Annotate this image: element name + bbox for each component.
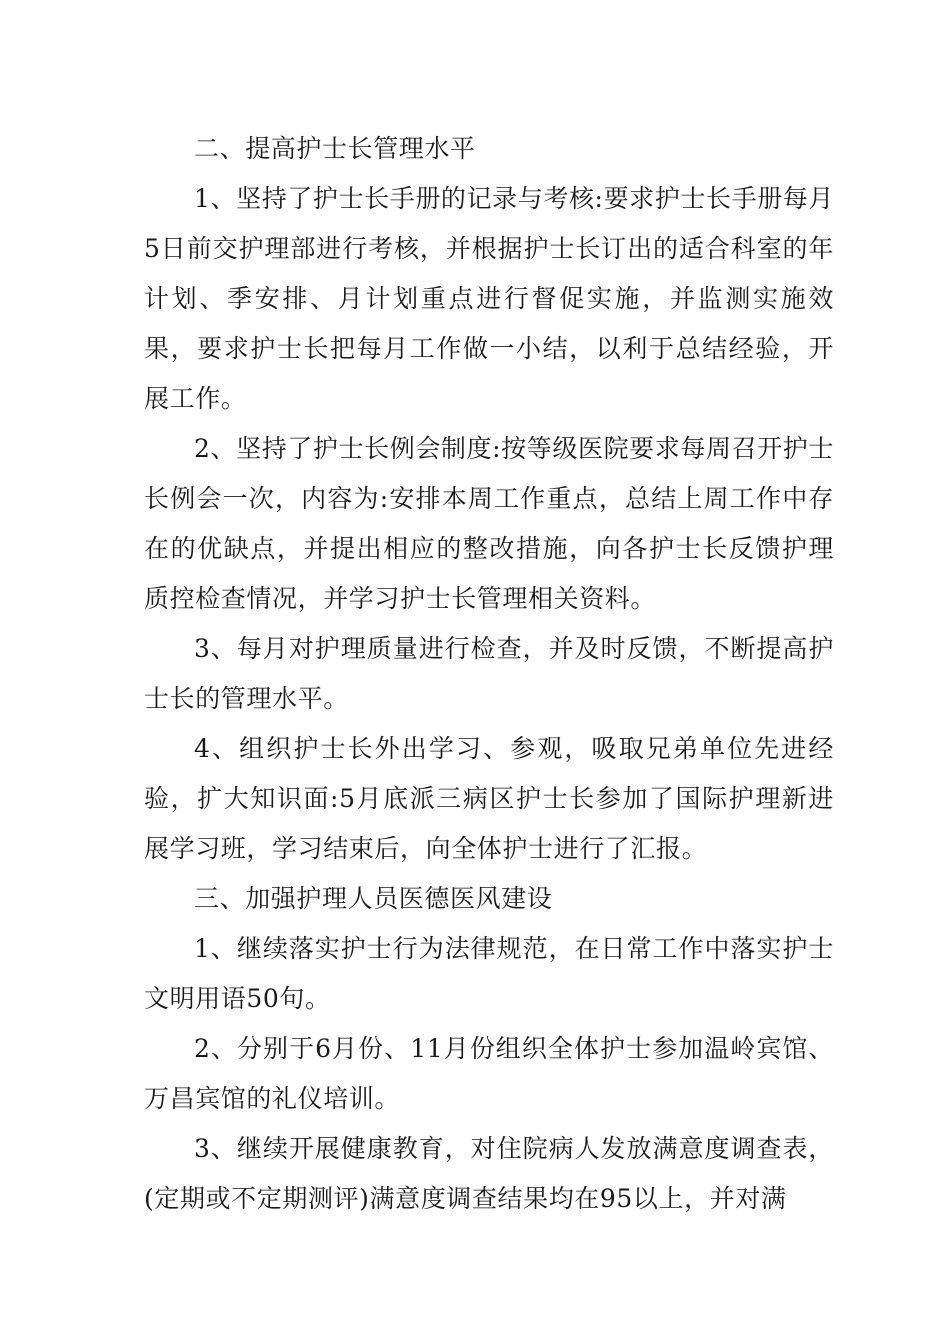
section-heading-2: 二、提高护士长管理水平 bbox=[194, 134, 476, 163]
paragraph-3-3: 3、继续开展健康教育，对住院病人发放满意度调查表，(定期或不定期测评)满意度调查结果均在95以上，并对满 bbox=[144, 1134, 834, 1213]
paragraph-2-1: 1、坚持了护士长手册的记录与考核:要求护士长手册每月5日前交护理部进行考核，并根据护士长订出的适合科室的年计划、季安排、月计划重点进行督促实施，并监测实施效果，要求护士长把每月工作做一小结，以利于总结经验，开展工作。 bbox=[144, 184, 834, 413]
paragraph-2-2: 2、坚持了护士长例会制度:按等级医院要求每周召开护士长例会一次，内容为:安排本周工作重点，总结上周工作中存在的优缺点，并提出相应的整改措施，向各护士长反馈护理质控检查情况，并学习护士长管理相关资料。 bbox=[144, 434, 834, 613]
paragraph-3-1: 1、继续落实护士行为法律规范，在日常工作中落实护士文明用语50句。 bbox=[144, 934, 834, 1013]
paragraph-2-3: 3、每月对护理质量进行检查，并及时反馈，不断提高护士长的管理水平。 bbox=[144, 634, 834, 713]
paragraph-2-4: 4、组织护士长外出学习、参观，吸取兄弟单位先进经验，扩大知识面:5月底派三病区护士长参加了国际护理新进展学习班，学习结束后，向全体护士进行了汇报。 bbox=[144, 734, 834, 863]
paragraph-3-2: 2、分别于6月份、11月份组织全体护士参加温岭宾馆、万昌宾馆的礼仪培训。 bbox=[144, 1034, 834, 1113]
document-body bbox=[144, 124, 834, 1224]
section-heading-3: 三、加强护理人员医德医风建设 bbox=[194, 884, 553, 913]
